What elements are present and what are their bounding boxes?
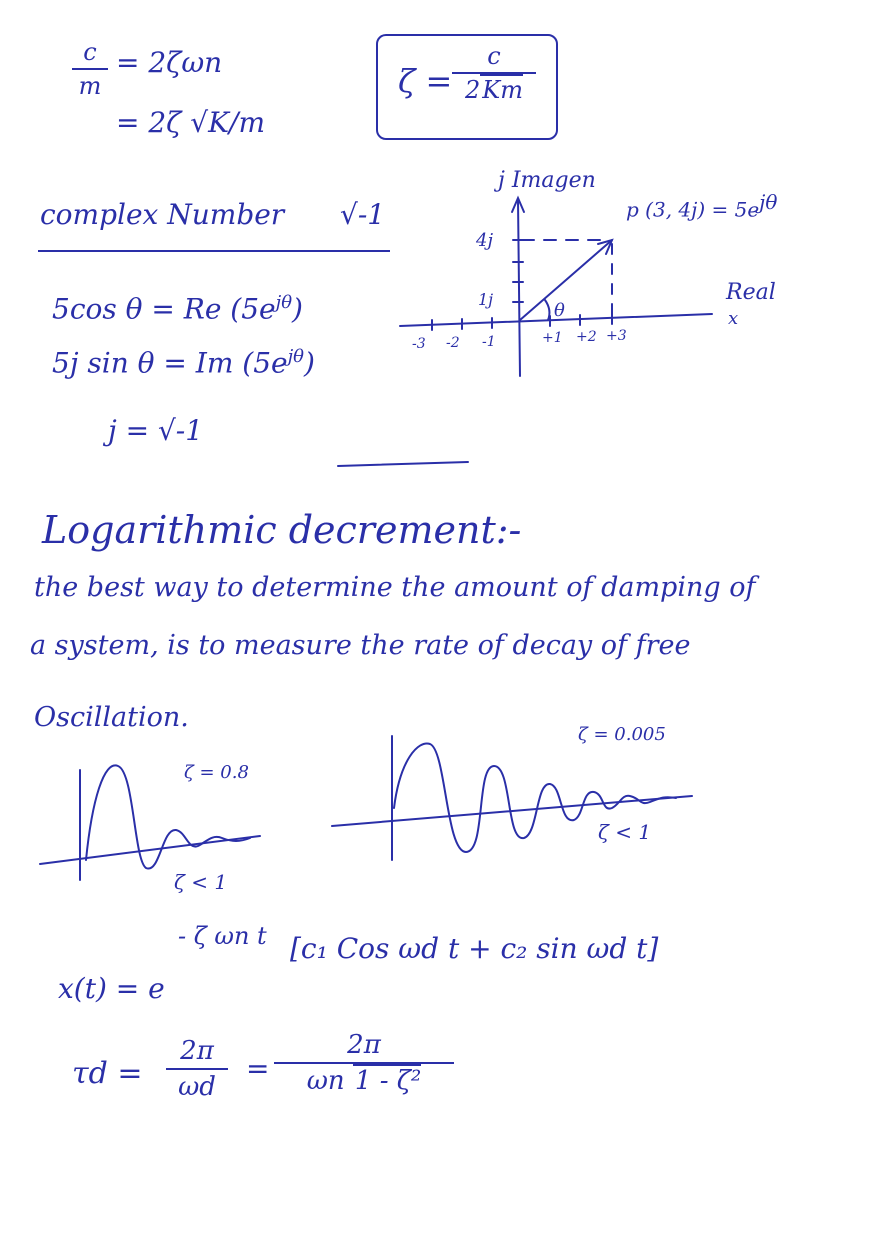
graph1-zeta-sub: ζ < 1 [174, 870, 228, 894]
period-f1-num: 2π [180, 1036, 214, 1066]
graph2-zeta-label: ζ = 0.005 [578, 724, 666, 745]
f2-den-prefix: ωn [306, 1066, 345, 1096]
den-prefix: 2 [465, 76, 481, 104]
eq1-rhs-1: = 2ζωn [116, 46, 223, 79]
y-tick-label-1j: 1j [478, 290, 494, 309]
response-lhs: x(t) = e [58, 972, 165, 1005]
x-tick-label: -1 [482, 334, 496, 350]
complex-root: √-1 [340, 198, 386, 231]
eq1-denominator: m [78, 72, 102, 100]
period-lhs: τd = [72, 1056, 143, 1091]
fraction-bar [166, 1068, 228, 1070]
eq1-rhs-2: = 2ζ √K/m [116, 106, 265, 139]
period-f2-num: 2π [347, 1030, 381, 1060]
im-exp: jθ [287, 346, 305, 367]
graph1-zeta-label: ζ = 0.8 [184, 762, 249, 783]
point-text: p (3, 4j) = 5e [626, 197, 760, 222]
period-f2-den [274, 1066, 454, 1096]
real-axis-label: Real [726, 280, 776, 305]
x-tick-label: -2 [446, 335, 460, 351]
logdec-heading: Logarithmic decrement:- [42, 508, 522, 552]
im-text: 5j sin θ = Im (5e [52, 346, 288, 380]
complex-heading: complex Number [40, 198, 285, 231]
graph2-zeta-sub: ζ < 1 [598, 820, 652, 844]
eq1-numerator: c [83, 38, 97, 66]
imag-axis-label: j Imagen [498, 168, 596, 193]
f2-den-root: 1 - ζ² [354, 1066, 422, 1096]
logdec-line-2: a system, is to measure the rate of decay of free [30, 630, 691, 661]
period-fraction-2 [274, 1030, 454, 1096]
real-axis-var: x [728, 308, 739, 329]
x-tick-label: +2 [576, 329, 597, 345]
j-definition: j = √-1 [108, 414, 204, 447]
im-close: ) [304, 346, 315, 380]
y-tick-label-4j: 4j [476, 230, 494, 251]
angle-label: θ [554, 300, 565, 321]
re-close: ) [292, 292, 303, 326]
x-tick-label: +3 [606, 328, 627, 344]
boxed-numerator: c [487, 42, 501, 70]
period-equals: = [246, 1052, 270, 1085]
x-tick-label: -3 [412, 336, 426, 352]
response-exponent: - ζ ωn t [178, 922, 267, 950]
x-tick-label: +1 [542, 330, 563, 346]
den-root: Km [482, 76, 523, 104]
response-bracket: [c₁ Cos ωd t + c₂ sin ωd t] [290, 932, 659, 965]
period-f1-den: ωd [178, 1072, 216, 1102]
re-text: 5cos θ = Re (5e [52, 292, 276, 326]
point-exp: jθ [759, 190, 778, 214]
logdec-line-1: the best way to determine the amount of damping of [34, 572, 756, 603]
period-fraction-1 [166, 1036, 228, 1102]
logdec-line-3: Oscillation. [34, 702, 189, 733]
boxed-lhs: ζ = [398, 62, 453, 100]
re-exp: jθ [275, 292, 293, 313]
